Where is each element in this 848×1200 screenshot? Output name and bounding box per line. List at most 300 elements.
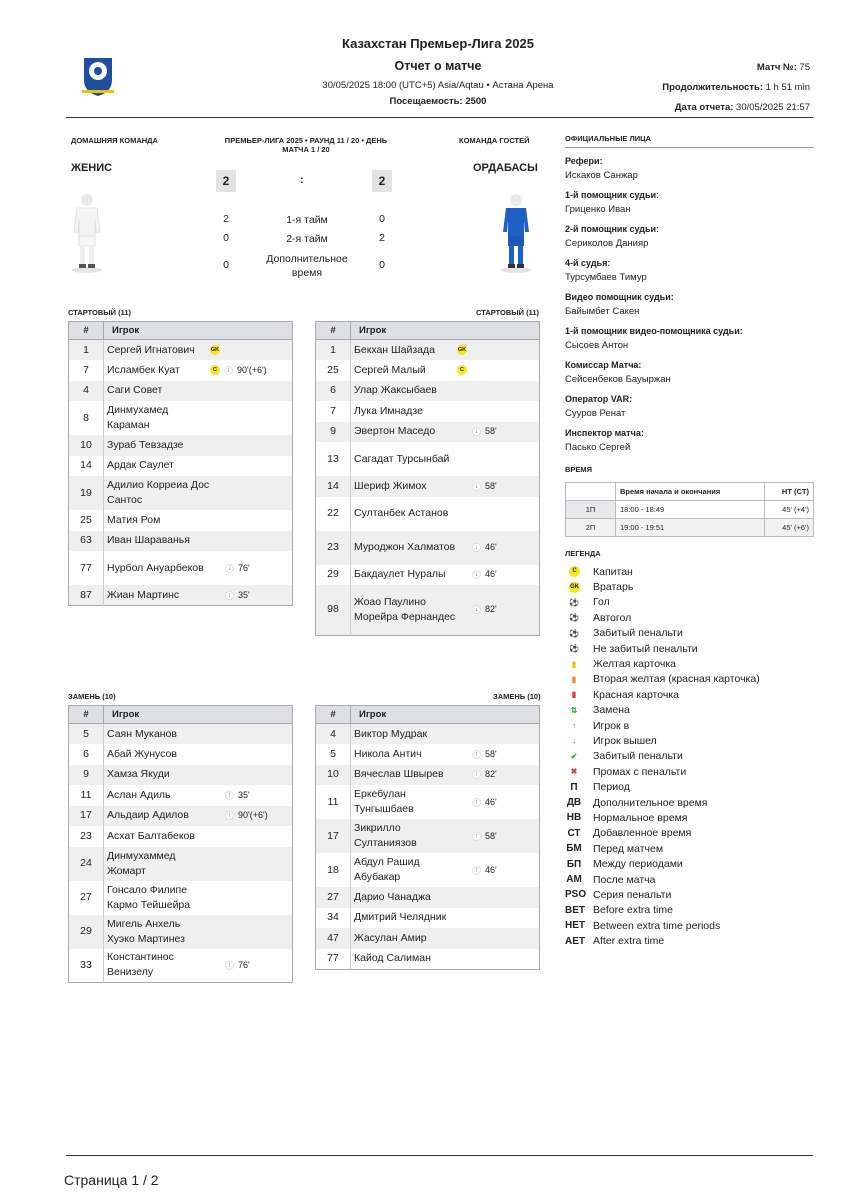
player-row — [316, 887, 540, 908]
home-score: 2 — [216, 170, 236, 192]
player-row — [316, 497, 540, 531]
official-entry — [565, 292, 814, 318]
player-cell — [351, 765, 540, 786]
after-extra-time-abbr: AET — [565, 935, 585, 947]
legend-item — [565, 887, 814, 902]
player-row — [69, 476, 293, 510]
player-row — [316, 531, 540, 565]
player-name: Жоао Паулино Морейра Фернандес — [354, 595, 456, 623]
player-cell-content — [354, 506, 539, 521]
player-name: Иван Шараванья — [107, 534, 190, 547]
legend-text: Игрок вышел — [593, 734, 657, 747]
official-entry — [565, 326, 814, 352]
player-name: Нурбол Ануарбеков — [107, 561, 204, 574]
player-number: 1 — [316, 340, 351, 361]
player-cell-content — [107, 438, 292, 453]
substitution-event — [472, 567, 497, 582]
player-name: Шериф Жимох — [354, 479, 427, 492]
player-badges — [457, 602, 497, 617]
player-cell-content — [107, 883, 292, 913]
player-cell — [104, 510, 293, 531]
legend-item — [565, 672, 814, 687]
times-header-ht: HT (CT) — [764, 483, 813, 501]
period-home-score: 2 — [223, 213, 229, 225]
player-row — [69, 381, 293, 402]
attendance — [270, 96, 606, 108]
red-card-icon: ▮ — [571, 690, 577, 700]
period-abbr: П — [570, 781, 578, 793]
player-out-icon: ↓ — [472, 427, 481, 436]
match-number-label: Матч №: — [756, 62, 797, 73]
legend-text: Не забитый пенальти — [593, 642, 698, 655]
player-number: 25 — [69, 510, 104, 531]
substitution-minute: 46' — [485, 796, 497, 807]
legend-text: Вторая желтая (красная карточка) — [593, 673, 760, 686]
legend-section — [565, 549, 814, 949]
official-entry — [565, 190, 814, 216]
player-cell-content — [354, 727, 539, 742]
player-in-icon: ↑ — [472, 832, 481, 841]
player-row — [316, 401, 540, 422]
legend-item — [565, 872, 814, 887]
player-name: Абдул Рашид Абубакар — [354, 856, 420, 883]
shootout-missed-icon: ✖ — [570, 767, 578, 777]
period-home-score: 0 — [223, 232, 229, 244]
official-name: Сериколов Данияр — [565, 238, 649, 249]
player-name: Зикрилло Султаниязов — [354, 822, 417, 849]
times-table — [565, 482, 814, 537]
player-row — [69, 785, 293, 806]
official-name: Искаков Санжар — [565, 170, 638, 181]
player-cell — [351, 381, 540, 402]
player-badges — [210, 345, 220, 355]
player-badges — [457, 747, 497, 762]
player-name: Константинос Венизелу — [107, 951, 174, 979]
player-cell-content — [107, 829, 292, 844]
legend-text: Дополнительное время — [593, 796, 708, 809]
legend-item — [565, 841, 814, 856]
player-cell-content — [354, 787, 539, 817]
table-header-row — [316, 706, 540, 724]
player-cell-content — [354, 404, 539, 419]
table-header-row — [316, 322, 540, 340]
player-cell-content — [354, 821, 539, 851]
official-role: Комиссар Матча: — [565, 360, 642, 370]
match-duration-label: Продолжительность: — [662, 82, 763, 93]
col-number-header: # — [69, 322, 104, 340]
legend-text: Between extra time periods — [593, 919, 721, 932]
legend-item — [565, 933, 814, 948]
shootout-scored-icon: ✔ — [570, 751, 578, 761]
official-role: 4-й судья: — [565, 258, 611, 268]
times-ht: 45' (+6') — [764, 519, 813, 537]
legend-text: Забитый пенальти — [593, 750, 683, 763]
player-row — [69, 531, 293, 552]
player-out-icon: ↓ — [472, 482, 481, 491]
player-cell-content — [354, 479, 539, 494]
player-cell — [104, 551, 293, 585]
substitution-event — [225, 588, 250, 603]
player-cell-content — [354, 363, 539, 378]
times-ht: 45' (+4') — [764, 501, 813, 519]
player-cell — [104, 806, 293, 827]
official-role: 2-й помощник судьи: — [565, 224, 660, 234]
substitution-event — [472, 747, 497, 762]
times-row — [566, 519, 814, 537]
legend-text: Период — [593, 781, 630, 794]
player-cell-content — [107, 383, 292, 398]
legend-item — [565, 856, 814, 871]
player-row — [69, 456, 293, 477]
substitution-minute: 58' — [485, 830, 497, 841]
player-row — [316, 819, 540, 853]
player-row — [69, 340, 293, 361]
home-lineup-label: СТАРТОВЫЙ (11) — [68, 308, 132, 317]
player-in-icon: ↑ — [225, 811, 234, 820]
own-goal-icon: ⚽ — [569, 613, 579, 623]
player-row — [316, 908, 540, 929]
player-number: 23 — [69, 826, 104, 847]
legend-item — [565, 641, 814, 656]
officials-label: ОФИЦИАЛЬНЫЕ ЛИЦА — [565, 134, 814, 148]
legend-item — [565, 687, 814, 702]
player-name: Муроджон Халматов — [354, 541, 456, 553]
substitution-event — [472, 540, 497, 555]
legend-item — [565, 826, 814, 841]
legend-item — [565, 903, 814, 918]
player-cell-content — [354, 383, 539, 398]
player-cell-content — [354, 855, 539, 885]
footer-divider — [66, 1155, 813, 1156]
player-cell — [351, 497, 540, 531]
official-entry — [565, 156, 814, 182]
after-match-abbr: АМ — [566, 874, 582, 885]
round-label: ПРЕМЬЕР-ЛИГА 2025 • РАУНД 11 / 20 • ДЕНЬ МАТЧА 1 / 20 — [224, 136, 388, 154]
match-datetime-venue: 30/05/2025 18:00 (UTC+5) Asia/Aqtau • Астана Арена — [322, 80, 554, 91]
substitution-minute: 58' — [485, 480, 497, 491]
col-player-header: Игрок — [104, 322, 293, 340]
legend-item — [565, 579, 814, 594]
goal-icon: ⚽ — [569, 597, 579, 607]
second-yellow-icon: ▮ — [571, 674, 577, 684]
substitution-event — [472, 424, 497, 439]
player-row — [69, 360, 293, 381]
official-name: Сысоев Антон — [565, 340, 629, 351]
player-cell — [351, 928, 540, 949]
player-cell-content — [107, 478, 292, 508]
player-row — [316, 381, 540, 402]
player-name: Исламбек Куат — [107, 363, 180, 376]
player-cell-content — [107, 950, 292, 980]
substitution-minute: 46' — [485, 542, 497, 552]
legend-text: Игрок в — [593, 719, 630, 732]
player-cell-content — [354, 343, 539, 358]
goalkeeper-icon: GK — [569, 582, 580, 593]
player-name: Адилио Корреиа Дос Сантос — [107, 479, 210, 506]
player-name: Дмитрий Челядник — [354, 911, 447, 924]
player-name: Хамза Якуди — [107, 768, 170, 781]
official-role: Инспектор матча: — [565, 428, 644, 438]
substitution-event — [225, 788, 250, 803]
player-name: Улар Жаксыбаев — [354, 384, 437, 397]
substitution-minute: 82' — [485, 769, 497, 780]
legend-item — [565, 749, 814, 764]
table-header-row — [69, 322, 293, 340]
scored-penalty-icon: ⚽ — [569, 628, 579, 638]
player-badges — [210, 561, 250, 576]
player-row — [316, 853, 540, 887]
shootout-abbr: PSO — [565, 889, 587, 901]
player-out-icon: ↓ — [472, 570, 481, 579]
player-row — [316, 949, 540, 970]
home-kit-icon — [70, 192, 104, 274]
player-number: 23 — [316, 531, 351, 565]
player-cell — [351, 819, 540, 853]
player-name: Сергей Малый — [354, 363, 426, 376]
substitution-event — [472, 863, 497, 878]
player-row — [69, 551, 293, 585]
away-kit-icon — [499, 192, 533, 274]
legend-text: Промах с пенальти — [593, 765, 687, 778]
player-row — [69, 806, 293, 827]
player-row — [69, 724, 293, 745]
player-cell — [104, 531, 293, 552]
substitution-event — [225, 808, 268, 823]
player-out-icon: ↓ — [225, 591, 234, 600]
report-date — [662, 102, 810, 114]
player-name: Гонсало Филипе Кармо Тейшейра — [107, 883, 191, 911]
player-cell — [104, 360, 293, 381]
player-name: Дарио Чанаджа — [354, 890, 431, 903]
substitution-event — [472, 767, 497, 782]
match-duration-value: 1 h 51 min — [765, 82, 810, 93]
legend-text: После матча — [593, 873, 656, 886]
legend-item — [565, 564, 814, 579]
player-badges — [457, 365, 467, 375]
legend-text: Before extra time — [593, 904, 673, 917]
player-row — [316, 928, 540, 949]
player-out-icon: ↓ — [224, 366, 233, 375]
report-title: Отчет о матче — [394, 59, 482, 73]
player-row — [69, 826, 293, 847]
player-row — [69, 744, 293, 765]
legend-item — [565, 810, 814, 825]
col-player-header: Игрок — [351, 706, 540, 724]
player-cell — [104, 456, 293, 477]
player-row — [316, 422, 540, 443]
player-number: 17 — [69, 806, 104, 827]
player-cell — [351, 585, 540, 635]
match-number — [662, 62, 810, 74]
player-name: Матия Ром — [107, 513, 161, 526]
substitution-event — [225, 958, 250, 973]
official-role: 1-й помощник видео-помощника судьи: — [565, 326, 743, 336]
player-number: 17 — [316, 819, 351, 853]
player-name: Асхат Балтабеков — [107, 829, 195, 842]
player-badges — [210, 788, 250, 803]
player-out-icon: ↓ — [225, 564, 234, 573]
official-entry — [565, 394, 814, 420]
player-row — [316, 476, 540, 497]
player-badges — [210, 958, 250, 973]
player-badges — [457, 540, 497, 555]
legend-item — [565, 595, 814, 610]
player-badges — [457, 795, 497, 810]
player-in-icon: ↑ — [572, 721, 576, 731]
player-name: Саги Совет — [107, 384, 163, 397]
player-cell — [351, 476, 540, 497]
substitution-minute: 35' — [238, 789, 250, 800]
player-cell-content — [354, 452, 539, 467]
player-name: Лука Имнадзе — [354, 404, 423, 417]
legend-text: Замена — [593, 704, 630, 717]
home-team-name: ЖЕНИС — [71, 162, 113, 174]
player-number: 27 — [69, 881, 104, 915]
match-duration — [662, 82, 810, 94]
player-badges — [210, 363, 267, 378]
official-entry — [565, 428, 814, 454]
col-number-header: # — [316, 706, 351, 724]
attendance-label: Посещаемость: — [389, 96, 463, 107]
legend-text: Капитан — [593, 565, 633, 578]
player-row — [316, 360, 540, 381]
player-cell — [104, 826, 293, 847]
player-cell — [351, 949, 540, 970]
away-subs-table — [315, 705, 540, 970]
league-logo — [78, 54, 118, 98]
player-cell — [351, 360, 540, 381]
period-label: 1-я тайм — [286, 214, 328, 226]
col-player-header: Игрок — [351, 322, 540, 340]
period-away-score: 2 — [379, 232, 385, 244]
player-name: Султанбек Астанов — [354, 507, 449, 519]
period-home-score: 0 — [223, 259, 229, 271]
player-cell-content — [107, 788, 292, 803]
substitution-icon: ⇅ — [570, 705, 578, 715]
player-row — [69, 881, 293, 915]
player-in-icon: ↑ — [225, 791, 234, 800]
player-row — [316, 340, 540, 361]
player-cell-content — [354, 951, 539, 966]
legend-item — [565, 610, 814, 625]
player-cell — [104, 724, 293, 745]
player-name: Виктор Мудрак — [354, 727, 428, 740]
legend-text: Вратарь — [593, 581, 634, 594]
substitution-minute: 76' — [238, 562, 250, 573]
legend-text: Добавленное время — [593, 827, 692, 840]
player-name: Альдаир Адилов — [107, 809, 189, 822]
score-separator: : — [300, 174, 304, 186]
player-row — [69, 765, 293, 786]
goalkeeper-icon: GK — [457, 347, 467, 353]
player-badges — [457, 345, 467, 355]
player-number: 18 — [316, 853, 351, 887]
player-row — [69, 949, 293, 983]
player-name: Динмухаммед Жомарт — [107, 849, 176, 877]
substitution-minute: 82' — [485, 604, 497, 615]
legend-item — [565, 918, 814, 933]
player-number: 14 — [69, 456, 104, 477]
player-row — [69, 915, 293, 949]
player-row — [316, 565, 540, 586]
substitution-minute: 58' — [485, 426, 497, 437]
official-name: Пасько Сергей — [565, 442, 631, 453]
player-name: Абай Жунусов — [107, 747, 177, 760]
player-cell — [104, 785, 293, 806]
player-name: Бекхан Шайзада — [354, 343, 435, 356]
league-title: Казахстан Премьер-Лига 2025 — [342, 36, 534, 51]
legend-item — [565, 718, 814, 733]
player-number: 9 — [69, 765, 104, 786]
player-badges — [210, 808, 268, 823]
player-name: Сагадат Турсынбай — [354, 452, 450, 465]
before-extra-time-abbr: BET — [565, 904, 585, 916]
match-number-value: 75 — [799, 62, 810, 73]
report-date-value: 30/05/2025 21:57 — [736, 102, 810, 113]
captain-icon: C — [457, 365, 467, 375]
player-name: Жасулан Амир — [354, 931, 427, 944]
official-name: Байымбет Сакен — [565, 306, 640, 317]
player-number: 24 — [69, 847, 104, 881]
player-cell — [351, 401, 540, 422]
player-name: Сергей Игнатович — [107, 343, 195, 356]
official-role: Оператор VAR: — [565, 394, 633, 404]
substitution-event — [225, 561, 250, 576]
official-name: Сууров Ренат — [565, 408, 626, 419]
player-cell — [104, 915, 293, 949]
player-cell-content — [107, 458, 292, 473]
player-row — [316, 442, 540, 476]
player-cell — [104, 401, 293, 435]
added-time-abbr: СТ — [567, 827, 581, 839]
substitution-event — [224, 363, 267, 378]
player-row — [69, 510, 293, 531]
period-label: Дополнительное время — [266, 253, 348, 279]
player-number: 4 — [69, 381, 104, 402]
home-subs-label: ЗАМЕНЬ (10) — [68, 692, 116, 701]
player-badges — [457, 863, 497, 878]
table-header-row — [69, 706, 293, 724]
col-player-header: Игрок — [104, 706, 293, 724]
player-badges — [210, 588, 250, 603]
legend-item — [565, 626, 814, 641]
player-name: Ардак Саулет — [107, 459, 174, 472]
player-number: 98 — [316, 585, 351, 635]
player-number: 34 — [316, 908, 351, 929]
times-section — [565, 465, 814, 537]
player-row — [69, 401, 293, 435]
player-cell — [104, 476, 293, 510]
times-header-time: Время начала и окончания — [616, 483, 765, 501]
player-badges — [457, 479, 497, 494]
player-cell — [351, 422, 540, 443]
player-cell-content — [354, 424, 539, 439]
substitution-event — [472, 602, 497, 617]
player-name: Жиан Мартинс — [107, 588, 180, 601]
between-periods-abbr: БП — [566, 858, 582, 870]
player-cell — [104, 881, 293, 915]
times-header-period — [566, 483, 616, 501]
player-number: 14 — [316, 476, 351, 497]
header-divider — [66, 117, 813, 118]
legend-label: ЛЕГЕНДА — [565, 549, 601, 558]
player-cell — [351, 785, 540, 819]
player-number: 11 — [69, 785, 104, 806]
player-cell-content — [354, 910, 539, 925]
legend-list — [565, 564, 814, 949]
player-name: Никола Антич — [354, 747, 422, 760]
legend-text: Красная карточка — [593, 688, 679, 701]
